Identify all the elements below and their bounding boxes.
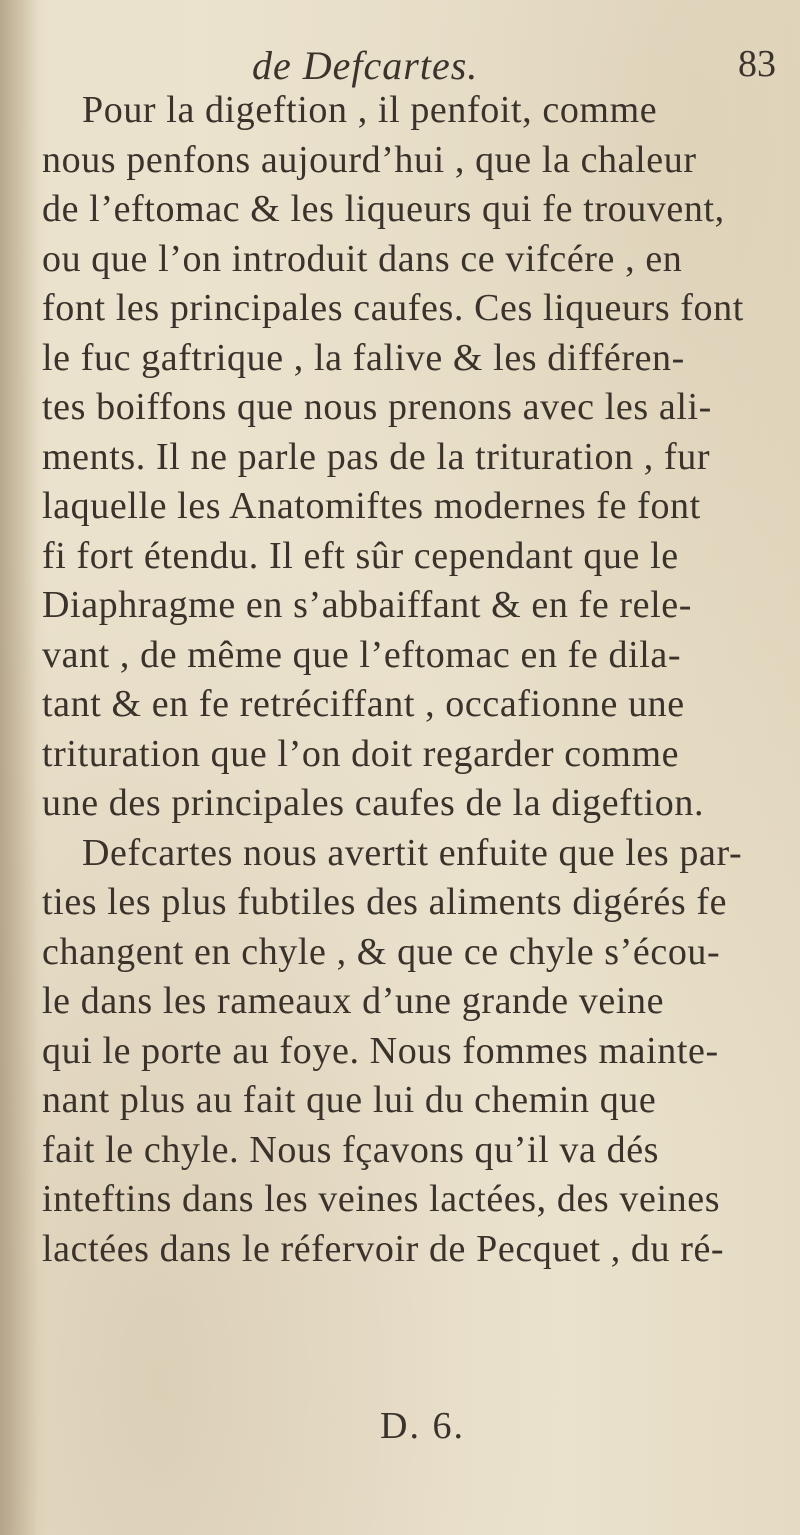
text-line: une des principales caufes de la digeftion.	[42, 782, 705, 824]
page-number: 83	[738, 43, 776, 85]
text-line: ments. Il ne parle pas de la trituration , fur	[42, 435, 711, 478]
running-head-title: de Defcartes.	[252, 43, 479, 88]
text-line: laquelle les Anatomiftes modernes fe font	[42, 485, 701, 527]
body-text	[0, 86, 800, 1274]
text-line: Pour la digeftion , il penfoit, comme	[82, 89, 658, 131]
text-line: trituration que l’on doit regarder comme	[42, 732, 680, 775]
signature-mark: D. 6.	[380, 1405, 465, 1447]
text-line: font les principales caufes. Ces liqueurs font	[42, 287, 744, 329]
text-line: Diaphragme en s’abbaiffant & en fe rele-	[42, 584, 692, 626]
text-line: tes boiffons que nous prenons avec les ali-	[42, 386, 712, 428]
text-line: Defcartes nous avertit enfuite que les par-	[82, 831, 743, 874]
text-line: ou que l’on introduit dans ce vifcére , en	[42, 237, 683, 280]
text-line: qui le porte au foye. Nous fommes mainte-	[42, 1029, 719, 1072]
text-line: fi fort étendu. Il eft sûr cependant que le	[42, 534, 679, 577]
text-line: le fuc gaftrique , la falive & les différen-	[42, 336, 685, 379]
text-line: lactées dans le réfervoir de Pecquet , du ré-	[42, 1227, 725, 1270]
text-line: changent en chyle , & que ce chyle s’écou-	[42, 930, 721, 973]
text-line: fait le chyle. Nous fçavons qu’il va dés	[42, 1128, 660, 1171]
text-line: nous penfons aujourd’hui , que la chaleur	[42, 138, 697, 181]
text-line: le dans les rameaux d’une grande veine	[42, 980, 665, 1022]
text-line: nant plus au fait que lui du chemin que	[42, 1079, 657, 1121]
text-line: inteftins dans les veines lactées, des veines	[42, 1178, 721, 1220]
text-line: ties les plus fubtiles des aliments digérés fe	[42, 881, 728, 923]
running-head	[0, 42, 800, 92]
text-line: de l’eftomac & les liqueurs qui fe trouvent,	[42, 188, 725, 230]
text-line: vant , de même que l’eftomac en fe dila-	[42, 633, 682, 676]
text-line: tant & en fe retréciffant , occafionne une	[42, 683, 685, 725]
